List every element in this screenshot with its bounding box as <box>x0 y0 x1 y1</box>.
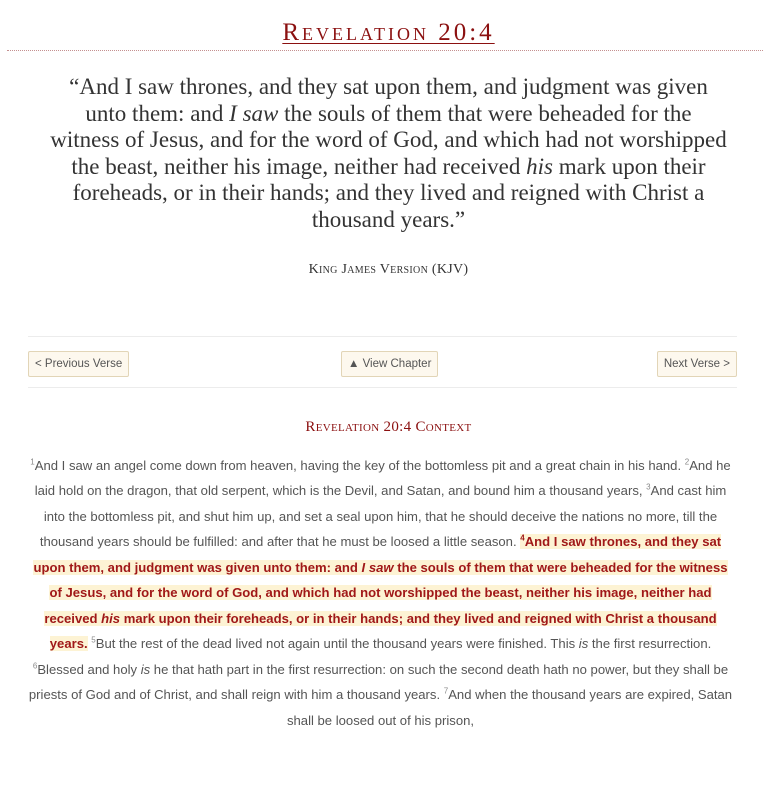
verse-text: And I saw thrones, and they sat upon them, and judgment was given unto them: and <box>33 534 722 575</box>
context-passage <box>28 453 733 734</box>
verse-number: 1 <box>30 457 35 467</box>
view-chapter-button[interactable]: ▲ View Chapter <box>341 351 438 377</box>
verse-number: 3 <box>646 482 651 492</box>
verse-number: 4 <box>520 533 525 543</box>
context-heading: Revelation 20:4 Context <box>305 418 472 435</box>
verse-text: I saw <box>361 559 394 575</box>
page-header <box>0 0 777 48</box>
verse-text: And when the thousand years are expired, Satan shall be loosed out of his prison, <box>286 687 733 728</box>
verse-quote-segment: mark upon their foreheads, or in their hands; and they lived and reigned with Christ a thousand years. <box>72 153 706 232</box>
verse-number: 6 <box>32 661 38 671</box>
verse-number: 5 <box>91 635 96 645</box>
verse-text: And I saw an angel come down from heaven, having the key of the bottomless pit and a great chain in his hand. <box>34 457 682 473</box>
verse-text: is <box>578 636 589 652</box>
previous-verse-button[interactable]: < Previous Verse <box>28 351 129 377</box>
verse-text: And he laid hold on the dragon, that old serpent, which is the Devil, and Satan, and bound him a thousand years, <box>34 457 731 499</box>
highlighted-verse <box>33 534 727 651</box>
context-verse <box>30 458 681 473</box>
verse-text: his <box>101 610 121 626</box>
verse-quote <box>0 51 777 234</box>
verse-text: But the rest of the dead lived not again until the thousand years were finished. This <box>95 636 579 652</box>
context-verse <box>91 636 711 651</box>
verse-quote-segment: And I saw thrones, and they sat upon them, and judgment was given unto them: and <box>79 74 708 126</box>
next-verse-button[interactable]: Next Verse > <box>657 351 737 377</box>
verse-text: is <box>140 661 151 677</box>
verse-quote-segment: his <box>526 153 553 179</box>
verse-number: 2 <box>684 457 690 467</box>
nav-divider-bottom <box>28 387 737 388</box>
verse-text: the first resurrection. <box>588 636 712 652</box>
open-quote-mark: “ <box>69 74 80 99</box>
verse-text: he that hath part in the first resurrection: on such the second death hath no power, but they shall be priests of God and of Christ, and shall reign with him a thousand years. <box>28 661 729 703</box>
verse-text: mark upon their foreheads, or in their hands; and they lived and reigned with Christ a thousand years. <box>49 610 717 652</box>
nav-divider-top <box>28 336 737 337</box>
verse-quote-segment: I saw <box>229 100 279 126</box>
verse-quote-segment: the souls of them that were beheaded for the witness of Jesus, and for the word of God, and which had not worshipped the beast, neither his image, neither had received <box>50 100 727 179</box>
close-quote-mark: ” <box>454 206 466 232</box>
verse-text: And cast him into the bottomless pit, and shut him up, and set a seal upon him, that he should deceive the nations no more, till the thousand years should be fulfilled: and after that he must be loosed a little season. <box>39 483 727 550</box>
page-title[interactable]: Revelation 20:4 <box>282 19 495 46</box>
version-label[interactable]: King James Version (KJV) <box>308 261 469 277</box>
verse-text: the souls of them that were beheaded for the witness of Jesus, and for the word of God, and which had not worshipped the beast, neither his image, neither had received <box>44 559 728 626</box>
verse-number: 7 <box>443 686 449 696</box>
verse-navigation <box>28 351 737 377</box>
verse-text: Blessed and holy <box>37 661 141 677</box>
